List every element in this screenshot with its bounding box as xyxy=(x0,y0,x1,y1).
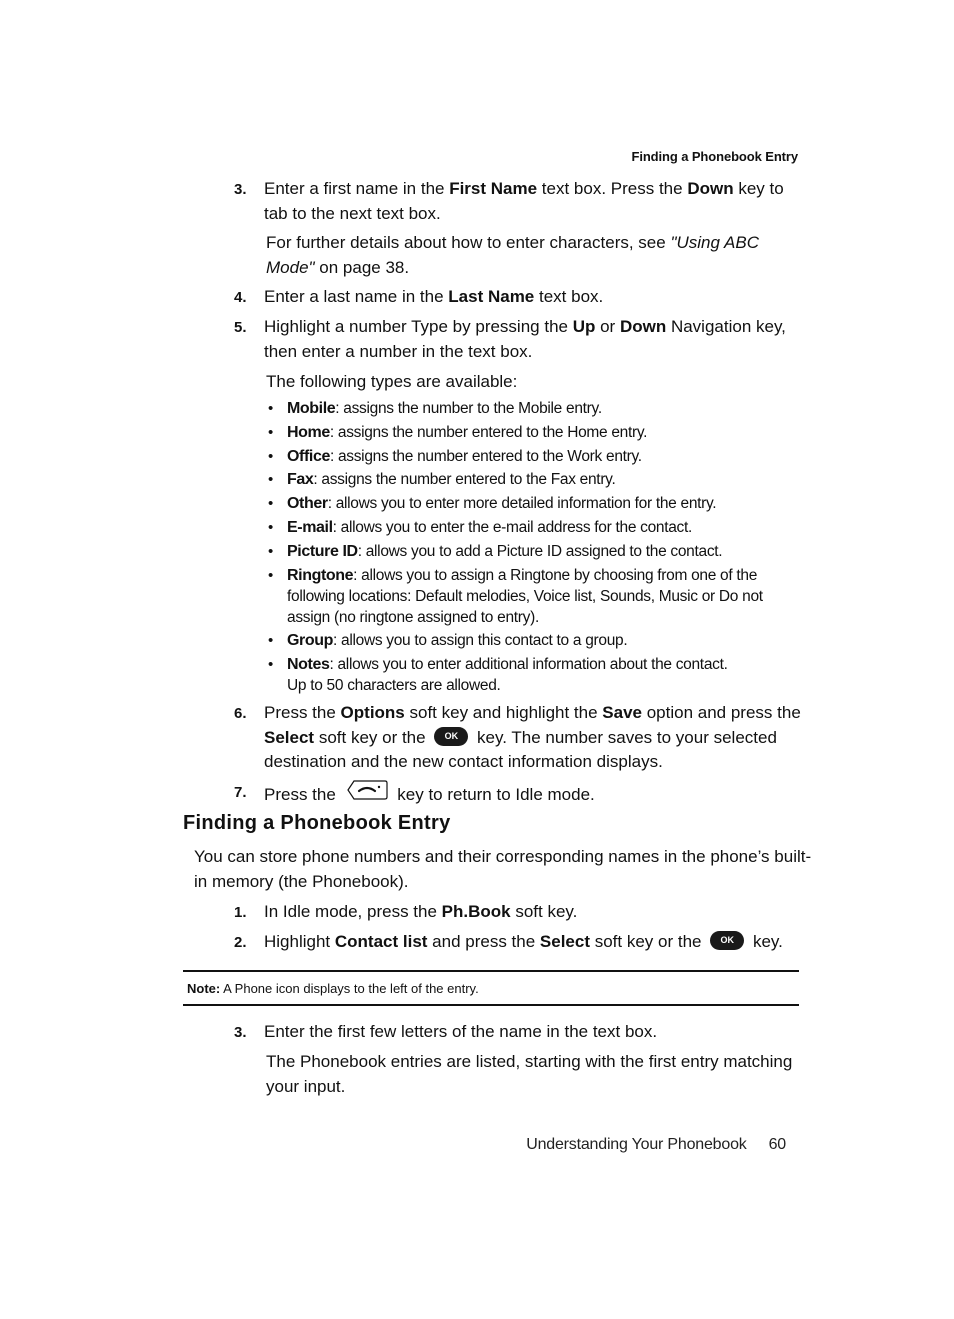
bullet-icon: • xyxy=(268,447,273,465)
step-number: 2. xyxy=(234,934,247,951)
step-5 xyxy=(234,315,804,364)
step-text xyxy=(264,315,804,364)
text: Highlight a number Type by pressing the xyxy=(264,317,573,336)
text: soft key and highlight the xyxy=(404,703,603,722)
footer-chapter: Understanding Your Phonebook xyxy=(526,1136,747,1153)
text: A Phone icon displays to the left of the entry. xyxy=(220,981,479,996)
bullet-icon: • xyxy=(268,471,273,489)
type-desc: : assigns the number entered to the Work entry. xyxy=(329,447,642,465)
list-item xyxy=(268,422,808,443)
page-number: 60 xyxy=(768,1136,786,1153)
bold-term: Up xyxy=(572,317,596,336)
step-number: 1. xyxy=(234,904,247,921)
end-key-icon xyxy=(345,778,389,810)
type-term: Fax xyxy=(287,471,314,489)
list-item xyxy=(268,469,808,490)
text: In Idle mode, press the xyxy=(264,902,442,921)
find-step-2 xyxy=(234,930,804,955)
bullet-icon: • xyxy=(268,566,273,584)
text: key to return to Idle mode. xyxy=(392,785,595,805)
list-item xyxy=(268,541,808,562)
ok-key-icon: OK xyxy=(710,931,744,950)
find-step-3-note: The Phonebook entries are listed, starting with the first entry matching your input. xyxy=(266,1052,793,1096)
text: or xyxy=(595,317,620,336)
step-number: 5. xyxy=(234,319,247,336)
bold-term: Options xyxy=(340,703,405,722)
text: For further details about how to enter characters, see xyxy=(266,233,671,252)
type-desc: : allows you to enter more detailed information for the entry. xyxy=(327,495,717,513)
ok-key-icon: OK xyxy=(434,727,468,746)
list-item xyxy=(268,654,808,696)
type-desc-extra: Up to 50 characters are allowed. xyxy=(287,677,501,695)
section-intro: You can store phone numbers and their corresponding names in the phone’s built-in memory (the Phonebook). xyxy=(194,847,812,891)
text: key to tab to the next text box. xyxy=(264,179,784,223)
step-5-note: The following types are available: xyxy=(266,372,518,391)
bullet-icon: • xyxy=(268,423,273,441)
cross-reference: "Using ABC Mode" xyxy=(266,233,759,277)
type-desc: : allows you to assign a Ringtone by choosing from one of the following locations: Default melodies, Voice list, Sounds, Music or Do not assign (no ringtone assigned to entry). xyxy=(287,566,763,626)
bold-term: Select xyxy=(264,727,315,747)
note-box xyxy=(183,970,799,1006)
bold-term: Select xyxy=(539,932,590,951)
bullet-icon: • xyxy=(268,518,273,536)
type-desc: : assigns the number entered to the Fax entry. xyxy=(313,471,616,489)
list-item xyxy=(268,446,808,467)
text: Navigation key, then enter a number in the text box. xyxy=(264,317,786,361)
step-number: 6. xyxy=(234,705,247,722)
page-footer xyxy=(526,1136,786,1154)
bold-term: Save xyxy=(602,703,642,722)
bold-term: First Name xyxy=(449,179,538,198)
step-3-note xyxy=(266,231,806,280)
step-4 xyxy=(234,285,804,310)
type-term: E-mail xyxy=(287,518,333,536)
type-term: Notes xyxy=(287,656,330,674)
step-text xyxy=(264,177,804,226)
type-term: Mobile xyxy=(287,400,336,417)
text: key. xyxy=(748,932,783,951)
text: soft key. xyxy=(510,902,578,921)
type-term: Ringtone xyxy=(287,566,354,584)
type-term: Group xyxy=(287,632,333,650)
text: text box. xyxy=(534,287,604,306)
text: and press the xyxy=(427,932,540,951)
bullet-icon: • xyxy=(268,656,273,674)
step-number: 3. xyxy=(234,1024,247,1041)
bullet-icon: • xyxy=(268,495,273,513)
list-item xyxy=(268,517,808,538)
text: Press the xyxy=(264,785,341,805)
find-step-3 xyxy=(234,1020,804,1045)
text: on page 38. xyxy=(314,257,410,277)
type-term: Home xyxy=(287,423,330,441)
find-step-1 xyxy=(234,900,804,925)
bullet-icon: • xyxy=(268,542,273,560)
bold-term: Contact list xyxy=(334,932,428,951)
step-number: 3. xyxy=(234,181,247,198)
text: soft key or the xyxy=(314,727,431,747)
text: option and press the xyxy=(642,703,801,722)
text: Enter a last name in the xyxy=(264,287,449,306)
bold-term: Ph.Book xyxy=(441,902,511,921)
step-7 xyxy=(234,780,804,812)
list-item xyxy=(268,630,808,651)
bold-term: Last Name xyxy=(448,287,535,306)
type-desc: : assigns the number to the Mobile entry. xyxy=(335,400,602,417)
text: Highlight xyxy=(264,932,335,951)
type-desc: : allows you to assign this contact to a group. xyxy=(333,632,628,650)
list-item xyxy=(268,398,808,419)
type-desc: : allows you to add a Picture ID assigned to the contact. xyxy=(357,542,723,560)
text: Enter a first name in the xyxy=(264,179,450,198)
step-6 xyxy=(234,701,804,775)
type-term: Other xyxy=(287,495,328,513)
running-header: Finding a Phonebook Entry xyxy=(631,149,798,164)
bullet-icon: • xyxy=(268,400,273,417)
text: Press the xyxy=(264,703,341,722)
type-desc: : allows you to enter additional information about the contact. xyxy=(329,656,728,674)
bullet-icon: • xyxy=(268,632,273,650)
step-text: Enter the first few letters of the name in the text box. xyxy=(264,1022,658,1041)
list-item xyxy=(268,565,808,628)
type-desc: : assigns the number entered to the Home entry. xyxy=(329,423,648,441)
text: text box. Press the xyxy=(537,179,688,198)
step-text xyxy=(264,900,804,925)
list-item xyxy=(268,493,808,514)
step-number: 4. xyxy=(234,289,247,306)
type-term: Office xyxy=(287,447,330,465)
section-heading: Finding a Phonebook Entry xyxy=(183,812,451,834)
step-number: 7. xyxy=(234,784,247,801)
step-text xyxy=(264,930,804,955)
note-label: Note: xyxy=(187,981,221,996)
bold-term: Down xyxy=(687,179,734,198)
type-desc: : allows you to enter the e-mail address for the contact. xyxy=(332,518,693,536)
step-text xyxy=(264,701,804,775)
bold-term: Down xyxy=(619,317,667,336)
step-text xyxy=(264,285,804,310)
step-3 xyxy=(234,177,804,226)
note-text xyxy=(187,981,479,996)
number-types-list xyxy=(268,398,808,699)
type-term: Picture ID xyxy=(287,542,358,560)
text: soft key or the xyxy=(590,932,707,951)
step-text xyxy=(264,780,804,812)
text: key. The number saves to your selected destination and the new contact information displays. xyxy=(264,727,777,771)
